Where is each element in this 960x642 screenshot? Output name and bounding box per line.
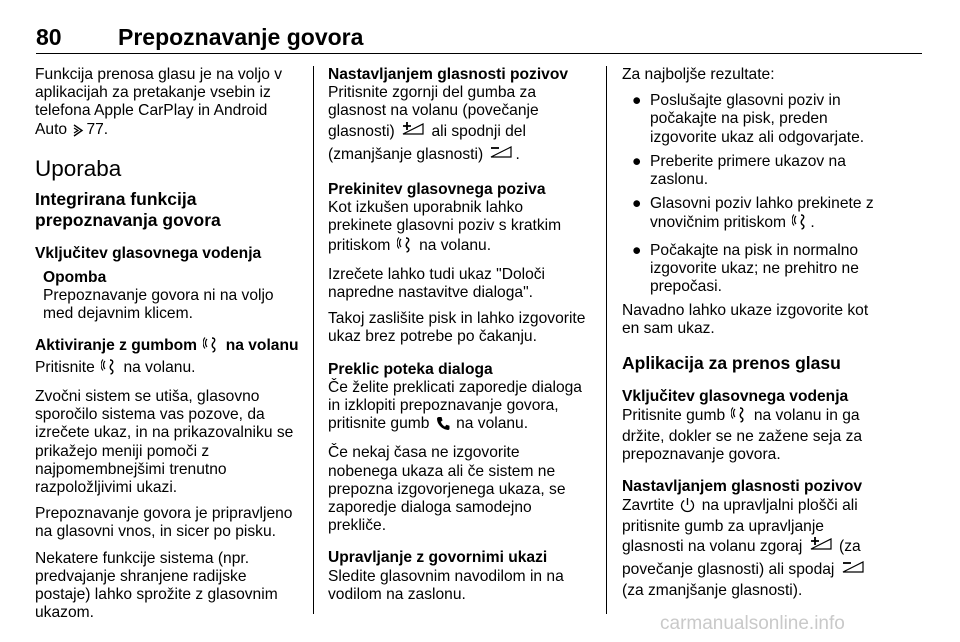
page-title: Prepoznavanje govora (118, 24, 364, 50)
list-item: ● Glasovni poziv lahko prekinete z vnovičnim pritiskom . (622, 195, 888, 235)
volume-up-icon (401, 121, 425, 144)
turn-paragraph: Zavrtite na upravljalni plošči ali pritisnite gumb za upravljanje glasnosti na volanu zgoraj (za povečanje glasnosti) ali spodaj (za zmanjšanje glasnosti). (622, 497, 888, 601)
column-divider (313, 66, 314, 614)
list-item: ● Preberite primere ukazov na zaslonu. (632, 152, 846, 189)
say-paragraph: Izrečete lahko tudi ukaz "Določi napredne nastavitve dialoga". (328, 265, 546, 302)
note-label: Opomba (43, 269, 107, 287)
intro-paragraph: Funkcija prenosa glasu je na voljo v aplikacijah za pretakanje vsebin iz telefona Apple CarPlay in Android Auto 77. (35, 66, 301, 142)
ready-paragraph: Prepoznavanje govora je pripravljeno na glasovni vnos, in sicer po pisku. (35, 505, 293, 541)
heading-commands: Upravljanje z govornimi ukazi (328, 549, 548, 567)
page-header (36, 24, 922, 54)
voice-button-icon (397, 236, 413, 258)
subsection-title: Integrirana funkcija prepoznavanja govora (35, 188, 221, 230)
audio-paragraph: Zvočni sistem se utiša, glasovno sporočilo sistema vas pozove, da izrečete ukaz, in na prikazovalniku se prikažejo meniji pomoči z najpomembnejšimi trenutno razpoložljivimi ukazi. (35, 388, 294, 497)
tips-list (622, 92, 888, 296)
interrupt-paragraph: Kot izkušen uporabnik lahko prekinete glasovni poziv s kratkim pritiskom na volanu. (328, 199, 590, 258)
heading-activation: Vključitev glasovnega vodenja (35, 244, 262, 262)
heading-activation: Vključitev glasovnega vodenja (622, 387, 849, 405)
press-button-text: Pritisnite na volanu. (35, 358, 301, 380)
bullet-icon: ● (632, 241, 642, 259)
subsection-title: Aplikacija za prenos glasu (622, 352, 841, 373)
page-ref-arrow-icon (73, 124, 84, 142)
heading-cancel: Preklic poteka dialoga (328, 360, 493, 378)
list-item: ● Počakajte na pisk in normalno izgovorite ukaz; ne prehitro ne prepočasi. (632, 241, 859, 296)
beep-paragraph: Takoj zaslišite pisk in lahko izgovorite ukaz brez potrebe po čakanju. (328, 310, 586, 346)
voice-button-icon (792, 213, 808, 235)
column-2 (328, 66, 590, 612)
note-box (43, 269, 301, 324)
once-paragraph: Navadno lahko ukaze izgovorite kot en sam ukaz. (622, 302, 869, 338)
voice-button-icon (101, 358, 117, 380)
timeout-paragraph: Če nekaj časa ne izgovorite nobenega ukaza ali če sistem ne prepozna izgovorjenega ukaza, se zaporedje dialoga samodejno prekliče. (328, 444, 566, 535)
section-title: Uporaba (35, 155, 122, 181)
watermark: carmanualsonline.info (660, 613, 845, 634)
functions-paragraph: Nekatere funkcije sistema (npr. predvajanje shranjene radijske postaje) lahko sprožite z glasovnim ukazom. (35, 549, 278, 622)
volume-down-icon (489, 144, 513, 167)
volume-down-icon (841, 559, 865, 582)
note-text: Prepoznavanje govora ni na voljo med dejavnim klicem. (43, 287, 274, 323)
best-intro: Za najboljše rezultate: (622, 66, 775, 83)
heading-volume: Nastavljanjem glasnosti pozivov (622, 478, 863, 496)
volume-paragraph: Pritisnite zgornji del gumba za glasnost na volanu (povečanje glasnosti) ali spodnji del (zmanjšanje glasnosti) . (328, 84, 590, 167)
volume-up-icon (809, 536, 833, 559)
heading-volume: Nastavljanjem glasnosti pozivov (328, 66, 569, 83)
page-number: 80 (36, 24, 62, 50)
bullet-icon: ● (632, 92, 642, 110)
cancel-paragraph: Če želite preklicati zaporedje dialoga in izklopiti prepoznavanje govora, pritisnite gumb na volanu. (328, 379, 590, 437)
voice-button-icon (203, 336, 219, 358)
heading-interrupt: Prekinitev glasovnega poziva (328, 181, 546, 199)
phone-icon (436, 416, 450, 436)
power-knob-icon (680, 497, 695, 518)
bullet-icon: ● (632, 195, 642, 213)
column-divider (606, 66, 607, 614)
press-hold-paragraph: Pritisnite gumb na volanu in ga držite, dokler se ne zažene seja za prepoznavanje govora. (622, 406, 863, 464)
voice-button-icon (731, 406, 747, 428)
column-1 (35, 66, 301, 630)
column-3 (622, 66, 888, 609)
bullet-icon: ● (632, 152, 642, 170)
heading-wheel-button: Aktiviranje z gumbom na volanu (35, 336, 301, 358)
list-item: ● Poslušajte glasovni poziv in počakajte na pisk, preden izgovorite ukaz ali odgovarjate. (632, 92, 865, 146)
follow-paragraph: Sledite glasovnim navodilom in na vodilom na zaslonu. (328, 567, 564, 603)
header-rule (36, 53, 922, 54)
